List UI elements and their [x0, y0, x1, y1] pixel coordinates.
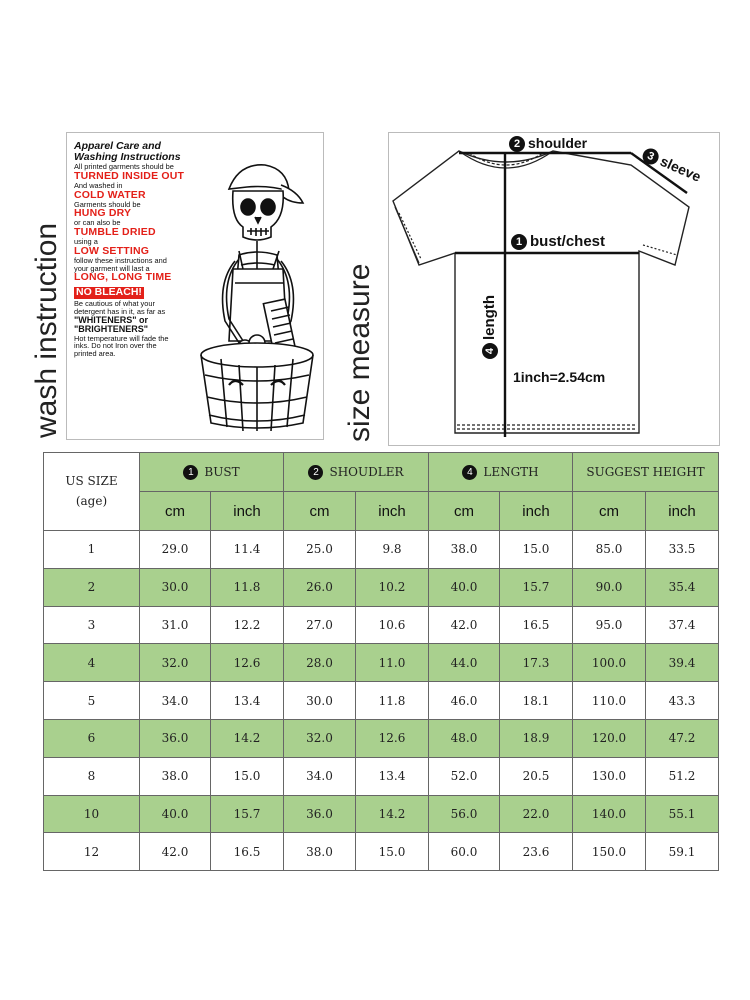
- table-row: [44, 757, 719, 795]
- bust-number-badge: 1: [511, 234, 527, 250]
- table-cell: 11.8: [356, 682, 429, 720]
- table-cell: 110.0: [573, 682, 646, 720]
- table-cell: 12.6: [356, 719, 429, 757]
- suggest-height-header: [573, 453, 719, 492]
- table-cell: 32.0: [284, 719, 356, 757]
- bust-header: [140, 453, 284, 492]
- table-cell: 85.0: [573, 531, 646, 569]
- care-title-line2: Washing Instructions: [74, 151, 181, 164]
- bust-text: bust/chest: [530, 233, 606, 250]
- table-cell: 25.0: [284, 531, 356, 569]
- care-title-line1: Apparel Care and: [74, 140, 161, 152]
- table-cell: 10.2: [356, 568, 429, 606]
- tshirt-diagram: [389, 133, 719, 445]
- table-cell: 60.0: [429, 833, 500, 871]
- length-text: length: [481, 295, 498, 340]
- table-cell: 11.4: [211, 531, 284, 569]
- care-line: All printed garments should be: [74, 162, 174, 172]
- us-size-label: US SIZE: [65, 474, 118, 489]
- length-label: [481, 295, 498, 359]
- care-line: follow these instructions and: [74, 255, 167, 265]
- length-number-badge: 4: [482, 343, 498, 359]
- table-cell: 22.0: [500, 795, 573, 833]
- table-cell: 2: [44, 568, 140, 606]
- table-cell: 56.0: [429, 795, 500, 833]
- size-measure-label: size measure: [343, 263, 376, 442]
- care-highlight: TURNED INSIDE OUT: [74, 169, 185, 182]
- table-cell: 16.5: [500, 606, 573, 644]
- table-cell: 40.0: [140, 795, 211, 833]
- table-cell: 42.0: [140, 833, 211, 871]
- table-cell: 38.0: [429, 531, 500, 569]
- table-row: [44, 833, 719, 871]
- care-line: detergent has in it, as far as: [74, 307, 166, 317]
- unit-cm-header: cm: [284, 492, 356, 531]
- table-cell: 13.4: [356, 757, 429, 795]
- shoulder-number-badge: 2: [509, 136, 525, 152]
- age-label: (age): [75, 493, 108, 508]
- table-cell: 37.4: [646, 606, 719, 644]
- shoulder-header-badge: 2: [308, 465, 323, 480]
- table-cell: 29.0: [140, 531, 211, 569]
- shoulder-header: [284, 453, 429, 492]
- table-cell: 12: [44, 833, 140, 871]
- table-cell: 4: [44, 644, 140, 682]
- table-row: [44, 795, 719, 833]
- care-highlight: HUNG DRY: [74, 207, 132, 220]
- care-line: Hot temperature will fade the: [74, 333, 169, 343]
- table-cell: 95.0: [573, 606, 646, 644]
- table-cell: 15.7: [500, 568, 573, 606]
- length-header-label: LENGTH: [483, 464, 539, 479]
- table-cell: 100.0: [573, 644, 646, 682]
- table-cell: 34.0: [284, 757, 356, 795]
- table-cell: 10.6: [356, 606, 429, 644]
- table-cell: 44.0: [429, 644, 500, 682]
- table-row: [44, 606, 719, 644]
- table-row: [44, 568, 719, 606]
- table-cell: 130.0: [573, 757, 646, 795]
- table-cell: 47.2: [646, 719, 719, 757]
- table-cell: 17.3: [500, 644, 573, 682]
- shoulder-text: shoulder: [528, 135, 588, 151]
- table-cell: 13.4: [211, 682, 284, 720]
- table-cell: 12.6: [211, 644, 284, 682]
- table-cell: 59.1: [646, 833, 719, 871]
- care-highlight: COLD WATER: [74, 188, 146, 201]
- no-bleach-badge: NO BLEACH!: [76, 286, 142, 299]
- unit-cm-header: cm: [140, 492, 211, 531]
- table-cell: 120.0: [573, 719, 646, 757]
- table-cell: 36.0: [284, 795, 356, 833]
- wash-instruction-label: wash instruction: [30, 222, 63, 438]
- table-cell: 30.0: [284, 682, 356, 720]
- table-cell: 27.0: [284, 606, 356, 644]
- table-cell: 31.0: [140, 606, 211, 644]
- sleeve-number-badge: 3: [640, 146, 661, 167]
- table-cell: 40.0: [429, 568, 500, 606]
- care-instructions-text: [74, 141, 202, 358]
- table-cell: 52.0: [429, 757, 500, 795]
- table-cell: 14.2: [356, 795, 429, 833]
- table-cell: 8: [44, 757, 140, 795]
- unit-cm-header: cm: [429, 492, 500, 531]
- care-highlight: LONG, LONG TIME: [74, 271, 172, 284]
- table-cell: 35.4: [646, 568, 719, 606]
- shoulder-label: [509, 135, 587, 152]
- skeleton-washing-illustration: [199, 151, 319, 431]
- table-cell: 90.0: [573, 568, 646, 606]
- table-cell: 6: [44, 719, 140, 757]
- us-size-header: [44, 453, 140, 531]
- table-cell: 5: [44, 682, 140, 720]
- table-cell: 48.0: [429, 719, 500, 757]
- shoulder-header-label: SHOUDLER: [329, 464, 404, 479]
- table-cell: 33.5: [646, 531, 719, 569]
- care-line: Garments should be: [74, 199, 141, 209]
- table-cell: 15.0: [211, 757, 284, 795]
- table-row: [44, 719, 719, 757]
- table-cell: 38.0: [284, 833, 356, 871]
- table-cell: 16.5: [211, 833, 284, 871]
- table-cell: 15.0: [356, 833, 429, 871]
- sleeve-text: sleeve: [657, 152, 704, 185]
- inch-conversion-note: 1inch=2.54cm: [513, 369, 606, 385]
- bust-header-badge: 1: [183, 465, 198, 480]
- wash-instruction-panel: [66, 132, 324, 440]
- table-cell: 12.2: [211, 606, 284, 644]
- unit-inch-header: inch: [500, 492, 573, 531]
- table-cell: 18.9: [500, 719, 573, 757]
- table-cell: 10: [44, 795, 140, 833]
- table-cell: 140.0: [573, 795, 646, 833]
- table-cell: 51.2: [646, 757, 719, 795]
- care-line: printed area.: [74, 349, 116, 359]
- care-line: Be cautious of what your: [74, 299, 155, 309]
- care-bold-line: "WHITENERS" or: [74, 314, 149, 325]
- care-highlight: TUMBLE DRIED: [74, 226, 156, 239]
- table-row: [44, 644, 719, 682]
- table-cell: 9.8: [356, 531, 429, 569]
- table-row: [44, 682, 719, 720]
- size-chart-table: [43, 452, 719, 871]
- care-line: And washed in: [74, 180, 123, 190]
- table-cell: 30.0: [140, 568, 211, 606]
- table-cell: 36.0: [140, 719, 211, 757]
- bust-label: [511, 233, 605, 250]
- table-cell: 43.3: [646, 682, 719, 720]
- care-line: inks. Do not Iron over the: [74, 341, 157, 351]
- table-cell: 11.8: [211, 568, 284, 606]
- table-cell: 34.0: [140, 682, 211, 720]
- table-cell: 32.0: [140, 644, 211, 682]
- suggest-height-header-label: SUGGEST HEIGHT: [586, 465, 705, 479]
- care-line: using a: [74, 237, 98, 247]
- unit-inch-header: inch: [211, 492, 284, 531]
- table-cell: 15.0: [500, 531, 573, 569]
- table-cell: 11.0: [356, 644, 429, 682]
- table-cell: 23.6: [500, 833, 573, 871]
- table-cell: 3: [44, 606, 140, 644]
- table-cell: 38.0: [140, 757, 211, 795]
- unit-cm-header: cm: [573, 492, 646, 531]
- care-highlight: LOW SETTING: [74, 244, 150, 257]
- table-cell: 42.0: [429, 606, 500, 644]
- table-cell: 20.5: [500, 757, 573, 795]
- table-cell: 1: [44, 531, 140, 569]
- table-cell: 46.0: [429, 682, 500, 720]
- table-cell: 28.0: [284, 644, 356, 682]
- table-cell: 26.0: [284, 568, 356, 606]
- unit-inch-header: inch: [356, 492, 429, 531]
- size-measure-panel: [388, 132, 720, 446]
- table-cell: 14.2: [211, 719, 284, 757]
- bust-header-label: BUST: [204, 464, 240, 479]
- table-cell: 39.4: [646, 644, 719, 682]
- length-header: [429, 453, 573, 492]
- care-line: or can also be: [74, 218, 121, 228]
- care-bold-line: "BRIGHTENERS": [74, 324, 149, 335]
- table-cell: 18.1: [500, 682, 573, 720]
- length-header-badge: 4: [462, 465, 477, 480]
- table-cell: 55.1: [646, 795, 719, 833]
- table-cell: 15.7: [211, 795, 284, 833]
- table-row: [44, 531, 719, 569]
- unit-inch-header: inch: [646, 492, 719, 531]
- table-cell: 150.0: [573, 833, 646, 871]
- care-line: your garment will last a: [74, 263, 150, 273]
